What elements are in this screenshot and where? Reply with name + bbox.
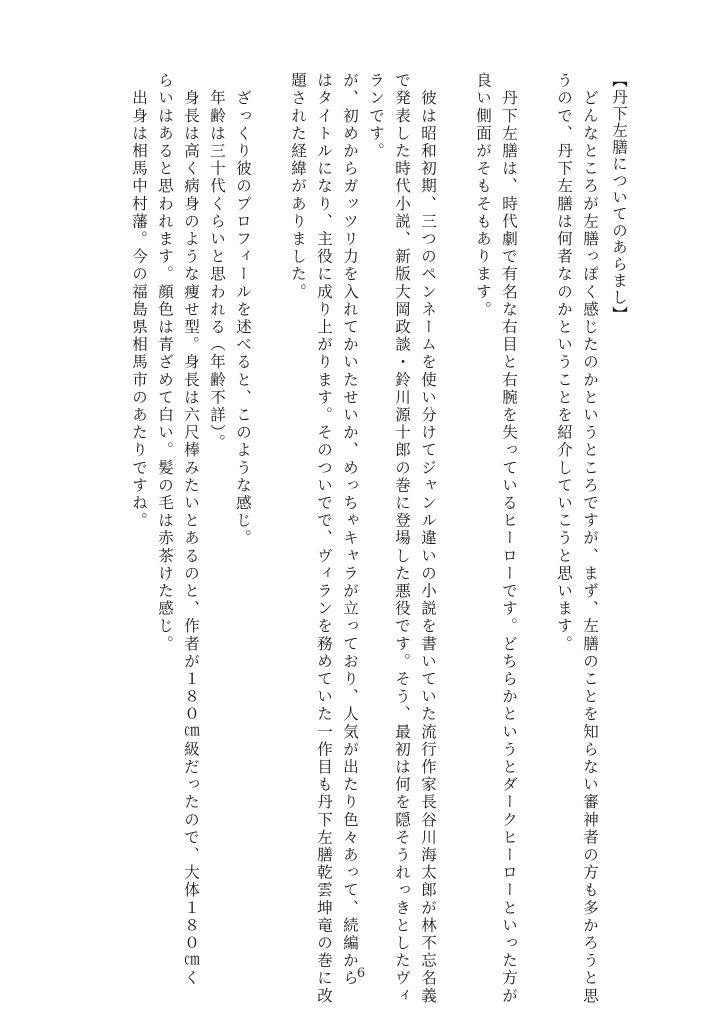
page-number: 6: [356, 966, 366, 981]
text-line: 身長は高く病身のような痩せ型。身長は六尺棒みたいとあるのと、作者が１８０㎝級だったので、大体１８０㎝く: [182, 72, 200, 988]
text-line: で発表した時代小説、新版大岡政談・鈴川源十郎の巻に登場した悪役です。そう、最初は何を隠そうれっきとしたヴィ: [393, 72, 411, 1005]
section-heading: 【丹下左膳についてのあらまし】: [610, 72, 628, 323]
text-line: ランです。: [367, 72, 385, 160]
text-line: 良い側面がそもそもあります。: [474, 72, 492, 319]
text-line: ざっくり彼のプロフィールを述べると、このような感じ。: [234, 72, 252, 548]
text-line: が、初めからガッツリ力を入れてかいたせいか、めっちゃキャラが立っており、人気が出たり色々あって、続編から: [341, 72, 359, 988]
text-line: 彼は昭和初期、三つのペンネームを使い分けてジャンル違いの小説を書いていた流行作家長谷川海太郎が林不忘名義: [419, 72, 437, 1005]
text-line: うので、丹下左膳は何者なのかということを紹介していこうと思います。: [555, 72, 573, 653]
text-line: 出身は相馬中村藩。今の福島県相馬市のあたりですね。: [130, 72, 148, 530]
text-line: 丹下左膳は、時代劇で有名な右目と右腕を失っているヒーローです。どちらかというとダークヒーローといった方が: [500, 72, 518, 1005]
text-line: どんなところが左膳っぽく感じたのかというところですが、まず、左膳のことを知らない審神者の方も多かろうと思: [581, 72, 599, 1005]
text-line: 年齢は三十代くらいと思われる（年齢不詳）。: [208, 72, 226, 452]
text-line: 題された経緯がありました。: [289, 72, 307, 301]
text-line: はタイトルになり、主役に成り上がります。そのついでで、ヴィランを務めていた一作目も丹下左膳乾雲坤竜の巻に改: [315, 72, 333, 1005]
text-line: らいはあると思われます。顔色は青ざめて白い。髪の毛は赤茶けた感じ。: [156, 72, 174, 653]
